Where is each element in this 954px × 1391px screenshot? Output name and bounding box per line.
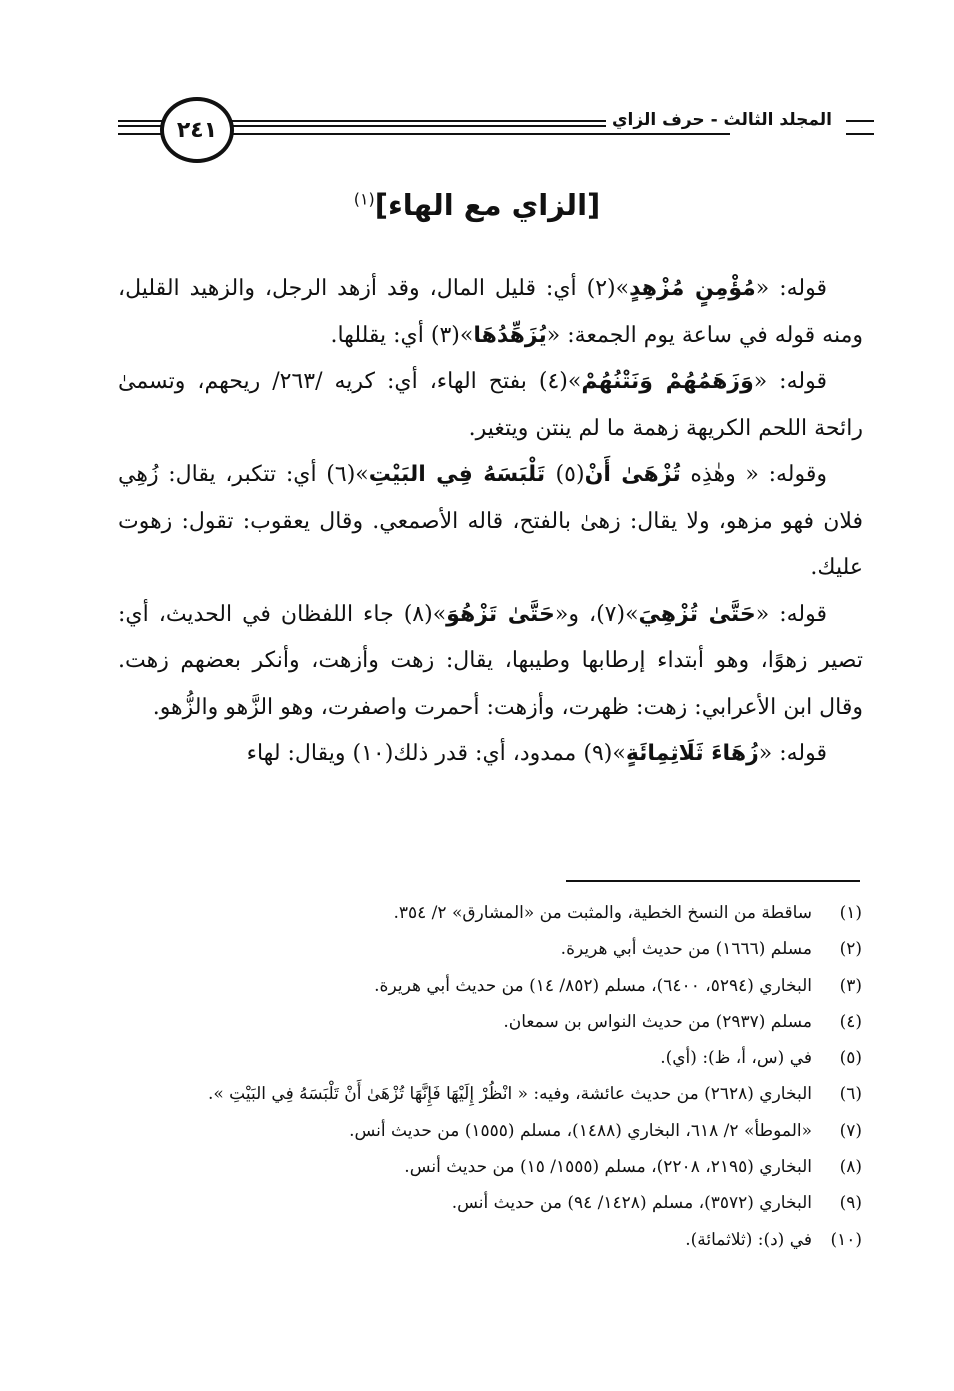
main-text	[118, 266, 863, 778]
text-run: وقوله: « وهٰذِه	[680, 462, 828, 487]
section-title-text: [الزاي مع الهاء]	[374, 188, 601, 222]
text-run: »(٩)	[583, 741, 626, 766]
text-run: قوله: «	[758, 741, 827, 766]
text-run: أي: قليل المال، وقد أزهد الرجل، والزهيد القليل، ومنه قوله في ساعة يوم الجمعة: «	[118, 276, 863, 348]
running-head: المجلد الثالث - حرف الزاي	[606, 110, 838, 130]
text-run: (٥)	[555, 462, 585, 487]
text-run: »(٢)	[586, 276, 630, 301]
text-run: ممدود، أي: قدر ذلك	[393, 741, 584, 766]
footnote-separator	[566, 880, 860, 882]
footnote-ref: (١)	[353, 189, 375, 209]
text-run: قوله: «	[755, 276, 827, 301]
text-run: »(٧)	[596, 601, 639, 627]
footnote-number: (٩)	[839, 1193, 862, 1214]
footnote	[100, 1149, 862, 1185]
text-run: »(٣)	[430, 322, 474, 348]
text-run: بفتح الهاء، أي: كريه /٢٦٣/ ريحهم، وتسمىٰ رائحة اللحم الكريهة زهمة ما لم ينتن ويتغير.	[118, 369, 863, 441]
text-run: قوله: «	[755, 601, 827, 627]
paragraph-1	[118, 266, 863, 359]
page-number-badge	[160, 97, 234, 163]
footnote-number: (٢)	[839, 939, 862, 960]
footnote-text: البخاري (٣٥٧٢)، مسلم (١٤٢٨/ ٩٤) من حديث أنس.	[451, 1193, 812, 1214]
text-run: »(٦)	[326, 462, 369, 487]
text-run: (١٠)	[352, 741, 394, 766]
footnote	[100, 1004, 862, 1040]
paragraph-3	[118, 452, 863, 592]
footnote-text: البخاري (٥٢٩٤، ٦٤٠٠)، مسلم (٨٥٢/ ١٤) من حديث أبي هريرة.	[374, 975, 812, 996]
hadith-quote: مُؤْمِنٍ مُزْهِدٍ	[629, 276, 756, 301]
text-run: أي: يقللها.	[330, 322, 431, 348]
footnote-number: (٣)	[839, 975, 862, 996]
paragraph-5	[118, 731, 863, 778]
footnote	[100, 1076, 862, 1112]
text-run: أي: تتكبر، يقال: زُهِي فلان فهو مزهو، ولا يقال: زهىٰ بالفتح، قاله الأصمعي. وقال يعقوب: تقول: زهوت عليك.	[118, 462, 863, 580]
hadith-quote: تُزْهَىٰ أَنْ	[584, 462, 681, 487]
footnote	[100, 1185, 862, 1221]
footnote-text: البخاري (٢٦٢٨) من حديث عائشة، وفيه: « انْظُرْ إِلَيْهَا فَإِنَّهَا تُزْهَىٰ أَنْ تَلْبَسَهُ فِي البَيْتِ ».	[207, 1084, 812, 1105]
hadith-quote: وَزَهَمُهُمْ وَنَتْنُهُمْ	[581, 369, 754, 394]
page-header	[118, 92, 874, 164]
header-rule-left	[118, 120, 163, 135]
footnote-text: البخاري (٢١٩٥، ٢٢٠٨)، مسلم (١٥٥٥/ ١٥) من حديث أنس.	[404, 1157, 812, 1178]
footnote	[100, 931, 862, 967]
hadith-quote: يُزَهِّدُهَا	[473, 322, 547, 348]
paragraph-2	[118, 359, 863, 452]
footnote-text: مسلم (٢٩٣٧) من حديث النواس بن سمعان.	[503, 1011, 812, 1032]
header-rule-right	[846, 120, 874, 135]
footnote	[100, 1222, 862, 1258]
footnote-text: «الموطأ» ٢/ ٦١٨، البخاري (١٤٨٨)، مسلم (١٥٥٥) من حديث أنس.	[349, 1120, 812, 1141]
footnote-text: في (د): (ثلاثمائة).	[685, 1229, 812, 1250]
footnote-text: مسلم (١٦٦٦) من حديث أبي هريرة.	[560, 939, 812, 960]
hadith-quote: زُهَاءَ ثَلَاثِمِائَةٍ	[625, 741, 759, 766]
footnote-number: (٤)	[839, 1011, 862, 1032]
footnote	[100, 895, 862, 931]
text-run: ، و«	[554, 601, 597, 627]
hadith-quote: تَلْبَسَهُ فِي البَيْتِ	[368, 462, 556, 487]
paragraph-4	[118, 592, 863, 732]
text-run: جاء اللفظان في الحديث، أي: تصير زهوًا، وهو أبتداء إرطابها وطيبها، يقال: زهت وأزهت، وأنكر بعضهم زهت. وقال ابن الأعرابي: زهت: ظهرت، وأزهت: أحمرت واصفرت، وهو الزَّهو والزُّهو.	[118, 601, 863, 720]
footnote-number: (٦)	[839, 1084, 862, 1105]
page-number: ٢٤١	[176, 117, 218, 143]
footnote-text: ساقطة من النسخ الخطية، والمثبت من «المشارق» ٢/ ٣٥٤.	[393, 903, 812, 923]
hadith-quote: حَتَّىٰ تَزْهُوَ	[446, 601, 555, 627]
footnote	[100, 1113, 862, 1149]
footnote-number: (٧)	[839, 1120, 862, 1141]
footnote-number: (١)	[839, 903, 862, 923]
footnotes	[100, 895, 862, 1258]
hadith-quote: حَتَّىٰ تُزْهِيَ	[638, 601, 756, 627]
footnote-number: (٥)	[839, 1048, 862, 1069]
footnote-number: (١٠)	[830, 1229, 862, 1250]
text-run: »(٨)	[403, 601, 447, 627]
footnote	[100, 1040, 862, 1076]
text-run: ويقال: لهاء	[246, 741, 353, 766]
footnote-number: (٨)	[839, 1157, 862, 1178]
footnote	[100, 968, 862, 1004]
section-title	[0, 188, 954, 222]
footnote-text: في (س، أ، ظ): (أي).	[660, 1048, 812, 1069]
text-run: »(٤)	[538, 369, 582, 394]
text-run: قوله: «	[753, 369, 827, 394]
